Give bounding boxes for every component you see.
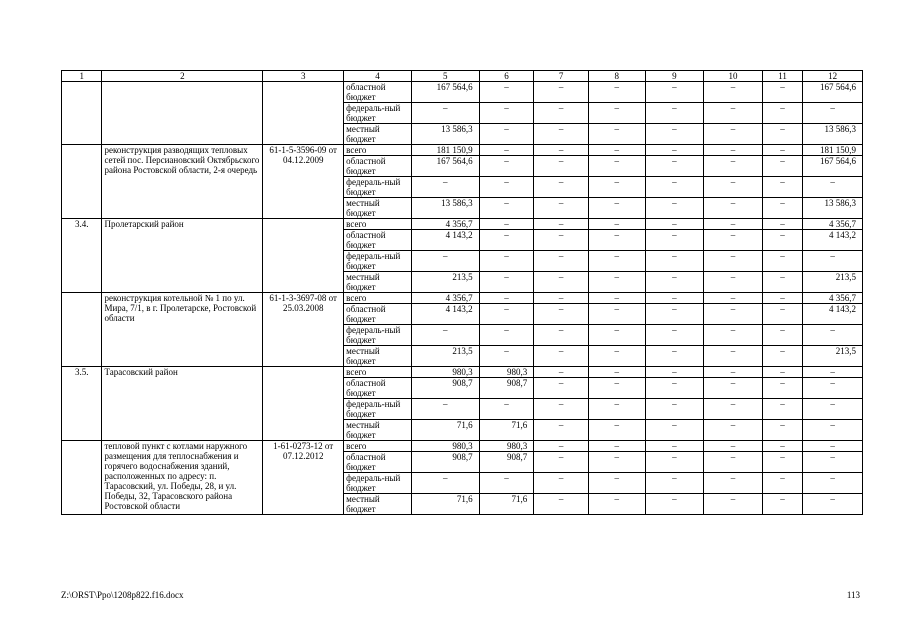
amount-cell: –	[645, 441, 704, 452]
amount-cell: –	[645, 145, 704, 156]
amount-cell: –	[762, 251, 802, 272]
amount-cell: –	[534, 346, 589, 367]
amount-cell: –	[645, 293, 704, 304]
amount-cell: –	[704, 219, 763, 230]
amount-cell: –	[762, 378, 802, 399]
amount-cell: 908,7	[479, 378, 534, 399]
column-number-4: 4	[344, 71, 412, 82]
budget-table	[61, 70, 863, 515]
amount-cell: 181 150,9	[411, 145, 479, 156]
amount-cell: –	[479, 473, 534, 494]
amount-cell: –	[645, 177, 704, 198]
column-number-7: 7	[534, 71, 589, 82]
amount-cell: 4 143,2	[803, 230, 863, 251]
amount-cell: –	[762, 325, 802, 346]
funding-source: федераль-ный бюджет	[344, 103, 412, 124]
amount-cell: –	[588, 473, 645, 494]
amount-cell: –	[645, 272, 704, 293]
amount-cell: 71,6	[479, 420, 534, 441]
amount-cell: –	[704, 156, 763, 177]
amount-cell: 908,7	[411, 452, 479, 473]
amount-cell: –	[803, 378, 863, 399]
amount-cell: –	[762, 219, 802, 230]
column-number-2: 2	[102, 71, 263, 82]
funding-source: областной бюджет	[344, 304, 412, 325]
document-reference: 1-61-0273-12 от 07.12.2012	[263, 441, 344, 515]
amount-cell: –	[534, 198, 589, 219]
amount-cell: –	[645, 399, 704, 420]
item-name: тепловой пункт с котлами наружного размещения для теплоснабжения и горячего водоснабжения зданий, расположенных по адресу: п. Тарасовский, ул. Победы, 28, и ул. Победы, 32, Тарасовского района Ростовской области	[102, 441, 263, 515]
amount-cell: –	[803, 103, 863, 124]
amount-cell: –	[803, 177, 863, 198]
item-name: реконструкция разводящих тепловых сетей пос. Персиановский Октябрьского района Ростовской области, 2-я очередь	[102, 145, 263, 219]
amount-cell: –	[645, 251, 704, 272]
amount-cell: –	[588, 399, 645, 420]
amount-cell: –	[762, 452, 802, 473]
amount-cell: 13 586,3	[411, 198, 479, 219]
amount-cell: –	[645, 198, 704, 219]
column-number-8: 8	[588, 71, 645, 82]
document-reference: 61-1-3-3697-08 от 25.03.2008	[263, 293, 344, 367]
amount-cell: –	[762, 230, 802, 251]
funding-source: федераль-ный бюджет	[344, 399, 412, 420]
amount-cell: 4 143,2	[803, 304, 863, 325]
document-reference	[263, 367, 344, 441]
amount-cell: –	[411, 325, 479, 346]
amount-cell: 980,3	[411, 441, 479, 452]
amount-cell: –	[762, 145, 802, 156]
amount-cell: –	[704, 230, 763, 251]
amount-cell: –	[762, 293, 802, 304]
amount-cell: –	[479, 293, 534, 304]
amount-cell: –	[762, 473, 802, 494]
amount-cell: –	[704, 452, 763, 473]
amount-cell: –	[645, 367, 704, 378]
table-row	[62, 145, 863, 156]
table-row	[62, 219, 863, 230]
document-reference	[263, 82, 344, 145]
amount-cell: 13 586,3	[803, 198, 863, 219]
amount-cell: –	[479, 399, 534, 420]
amount-cell: –	[645, 378, 704, 399]
funding-source: областной бюджет	[344, 82, 412, 103]
amount-cell: –	[588, 156, 645, 177]
amount-cell: –	[762, 494, 802, 515]
item-name: реконструкция котельной № 1 по ул. Мира, 7/1, в г. Пролетарске, Ростовской области	[102, 293, 263, 367]
funding-source: местный бюджет	[344, 420, 412, 441]
amount-cell: –	[645, 219, 704, 230]
amount-cell: –	[588, 325, 645, 346]
amount-cell: –	[479, 219, 534, 230]
column-number-row	[62, 71, 863, 82]
amount-cell: –	[534, 452, 589, 473]
amount-cell: 4 356,7	[803, 219, 863, 230]
amount-cell: –	[645, 103, 704, 124]
amount-cell: –	[479, 272, 534, 293]
column-number-12: 12	[803, 71, 863, 82]
funding-source: федераль-ный бюджет	[344, 325, 412, 346]
amount-cell: –	[479, 177, 534, 198]
amount-cell: –	[588, 420, 645, 441]
amount-cell: –	[645, 346, 704, 367]
page-number: 113	[846, 590, 860, 600]
amount-cell: –	[534, 494, 589, 515]
amount-cell: –	[588, 198, 645, 219]
amount-cell: –	[803, 325, 863, 346]
funding-source: федераль-ный бюджет	[344, 177, 412, 198]
amount-cell: –	[534, 420, 589, 441]
amount-cell: –	[803, 441, 863, 452]
amount-cell: –	[645, 124, 704, 145]
amount-cell: –	[534, 272, 589, 293]
item-name	[102, 82, 263, 145]
budget-table-container	[61, 70, 863, 515]
amount-cell: –	[588, 177, 645, 198]
amount-cell: –	[588, 494, 645, 515]
amount-cell: –	[411, 251, 479, 272]
funding-source: местный бюджет	[344, 198, 412, 219]
amount-cell: –	[762, 156, 802, 177]
amount-cell: –	[762, 304, 802, 325]
amount-cell: –	[534, 219, 589, 230]
item-number	[62, 145, 102, 219]
amount-cell: –	[645, 230, 704, 251]
amount-cell: –	[762, 346, 802, 367]
amount-cell: –	[704, 251, 763, 272]
amount-cell: –	[645, 325, 704, 346]
amount-cell: –	[588, 145, 645, 156]
amount-cell: –	[704, 272, 763, 293]
amount-cell: –	[762, 441, 802, 452]
funding-source: местный бюджет	[344, 272, 412, 293]
amount-cell: –	[704, 304, 763, 325]
amount-cell: 908,7	[411, 378, 479, 399]
amount-cell: 71,6	[479, 494, 534, 515]
amount-cell: –	[645, 473, 704, 494]
amount-cell: –	[762, 198, 802, 219]
amount-cell: –	[479, 156, 534, 177]
amount-cell: –	[803, 251, 863, 272]
amount-cell: 4 143,2	[411, 230, 479, 251]
amount-cell: 4 356,7	[411, 219, 479, 230]
amount-cell: 4 143,2	[411, 304, 479, 325]
funding-source: всего	[344, 219, 412, 230]
amount-cell: –	[704, 399, 763, 420]
funding-source: областной бюджет	[344, 156, 412, 177]
amount-cell: –	[803, 452, 863, 473]
amount-cell: –	[411, 473, 479, 494]
amount-cell: –	[534, 441, 589, 452]
table-row	[62, 367, 863, 378]
amount-cell: 71,6	[411, 420, 479, 441]
amount-cell: –	[534, 177, 589, 198]
amount-cell: 71,6	[411, 494, 479, 515]
amount-cell: –	[704, 441, 763, 452]
item-number	[62, 82, 102, 145]
column-number-9: 9	[645, 71, 704, 82]
amount-cell: –	[588, 251, 645, 272]
amount-cell: –	[762, 177, 802, 198]
amount-cell: –	[588, 124, 645, 145]
amount-cell: –	[534, 367, 589, 378]
amount-cell: –	[534, 473, 589, 494]
funding-source: федераль-ный бюджет	[344, 251, 412, 272]
amount-cell: –	[704, 124, 763, 145]
amount-cell: –	[762, 103, 802, 124]
amount-cell: –	[704, 378, 763, 399]
funding-source: всего	[344, 367, 412, 378]
amount-cell: –	[704, 420, 763, 441]
amount-cell: –	[704, 82, 763, 103]
column-number-10: 10	[704, 71, 763, 82]
item-number: 3.5.	[62, 367, 102, 441]
amount-cell: –	[534, 230, 589, 251]
amount-cell: 980,3	[411, 367, 479, 378]
table-body	[62, 71, 863, 515]
document-reference	[263, 219, 344, 293]
column-number-5: 5	[411, 71, 479, 82]
amount-cell: 980,3	[479, 367, 534, 378]
amount-cell: –	[803, 473, 863, 494]
amount-cell: –	[411, 399, 479, 420]
item-number	[62, 293, 102, 367]
amount-cell: –	[479, 346, 534, 367]
amount-cell: –	[534, 325, 589, 346]
table-row	[62, 441, 863, 452]
funding-source: федераль-ный бюджет	[344, 473, 412, 494]
amount-cell: 13 586,3	[803, 124, 863, 145]
amount-cell: –	[534, 156, 589, 177]
amount-cell: –	[645, 494, 704, 515]
amount-cell: –	[534, 251, 589, 272]
amount-cell: 167 564,6	[803, 156, 863, 177]
funding-source: местный бюджет	[344, 124, 412, 145]
amount-cell: –	[588, 272, 645, 293]
amount-cell: –	[645, 156, 704, 177]
column-number-1: 1	[62, 71, 102, 82]
table-row	[62, 293, 863, 304]
amount-cell: 181 150,9	[803, 145, 863, 156]
funding-source: областной бюджет	[344, 378, 412, 399]
amount-cell: –	[704, 325, 763, 346]
amount-cell: –	[588, 378, 645, 399]
funding-source: местный бюджет	[344, 494, 412, 515]
amount-cell: –	[704, 494, 763, 515]
amount-cell: –	[479, 82, 534, 103]
amount-cell: –	[479, 198, 534, 219]
amount-cell: –	[534, 124, 589, 145]
amount-cell: 4 356,7	[411, 293, 479, 304]
amount-cell: –	[534, 293, 589, 304]
amount-cell: –	[588, 367, 645, 378]
amount-cell: –	[588, 219, 645, 230]
amount-cell: –	[534, 304, 589, 325]
item-number: 3.4.	[62, 219, 102, 293]
amount-cell: 4 356,7	[803, 293, 863, 304]
funding-source: местный бюджет	[344, 346, 412, 367]
amount-cell: –	[762, 420, 802, 441]
amount-cell: –	[645, 420, 704, 441]
table-row	[62, 82, 863, 103]
amount-cell: –	[704, 177, 763, 198]
amount-cell: –	[762, 82, 802, 103]
funding-source: областной бюджет	[344, 452, 412, 473]
amount-cell: –	[411, 103, 479, 124]
amount-cell: –	[645, 304, 704, 325]
amount-cell: –	[479, 145, 534, 156]
item-number	[62, 441, 102, 515]
amount-cell: 908,7	[479, 452, 534, 473]
funding-source: всего	[344, 293, 412, 304]
amount-cell: 213,5	[803, 272, 863, 293]
amount-cell: 167 564,6	[411, 156, 479, 177]
amount-cell: –	[704, 103, 763, 124]
amount-cell: –	[411, 177, 479, 198]
amount-cell: –	[803, 420, 863, 441]
amount-cell: 213,5	[411, 272, 479, 293]
amount-cell: –	[762, 399, 802, 420]
amount-cell: –	[479, 304, 534, 325]
column-number-3: 3	[263, 71, 344, 82]
amount-cell: 13 586,3	[411, 124, 479, 145]
amount-cell: –	[762, 272, 802, 293]
amount-cell: –	[534, 145, 589, 156]
amount-cell: –	[479, 325, 534, 346]
amount-cell: –	[588, 346, 645, 367]
amount-cell: –	[534, 399, 589, 420]
amount-cell: –	[588, 441, 645, 452]
amount-cell: –	[704, 145, 763, 156]
amount-cell: –	[479, 124, 534, 145]
column-number-11: 11	[762, 71, 802, 82]
amount-cell: –	[534, 103, 589, 124]
amount-cell: –	[588, 293, 645, 304]
document-reference: 61-1-5-3596-09 от 04.12.2009	[263, 145, 344, 219]
amount-cell: –	[588, 103, 645, 124]
amount-cell: 167 564,6	[803, 82, 863, 103]
amount-cell: –	[588, 452, 645, 473]
amount-cell: –	[588, 230, 645, 251]
amount-cell: –	[704, 367, 763, 378]
amount-cell: –	[588, 82, 645, 103]
document-path: Z:\ORST\Ppo\1208p822.f16.docx	[61, 590, 184, 600]
amount-cell: –	[704, 293, 763, 304]
amount-cell: –	[803, 494, 863, 515]
amount-cell: –	[645, 82, 704, 103]
amount-cell: –	[534, 82, 589, 103]
amount-cell: –	[704, 473, 763, 494]
funding-source: всего	[344, 441, 412, 452]
amount-cell: –	[803, 399, 863, 420]
funding-source: областной бюджет	[344, 230, 412, 251]
amount-cell: –	[645, 452, 704, 473]
amount-cell: 167 564,6	[411, 82, 479, 103]
amount-cell: –	[534, 378, 589, 399]
amount-cell: –	[479, 103, 534, 124]
amount-cell: 213,5	[411, 346, 479, 367]
amount-cell: –	[762, 124, 802, 145]
item-name: Тарасовский район	[102, 367, 263, 441]
amount-cell: –	[704, 198, 763, 219]
amount-cell: 213,5	[803, 346, 863, 367]
item-name: Пролетарский район	[102, 219, 263, 293]
amount-cell: –	[762, 367, 802, 378]
amount-cell: –	[479, 230, 534, 251]
amount-cell: –	[704, 346, 763, 367]
amount-cell: 980,3	[479, 441, 534, 452]
funding-source: всего	[344, 145, 412, 156]
amount-cell: –	[588, 304, 645, 325]
column-number-6: 6	[479, 71, 534, 82]
amount-cell: –	[479, 251, 534, 272]
amount-cell: –	[803, 367, 863, 378]
